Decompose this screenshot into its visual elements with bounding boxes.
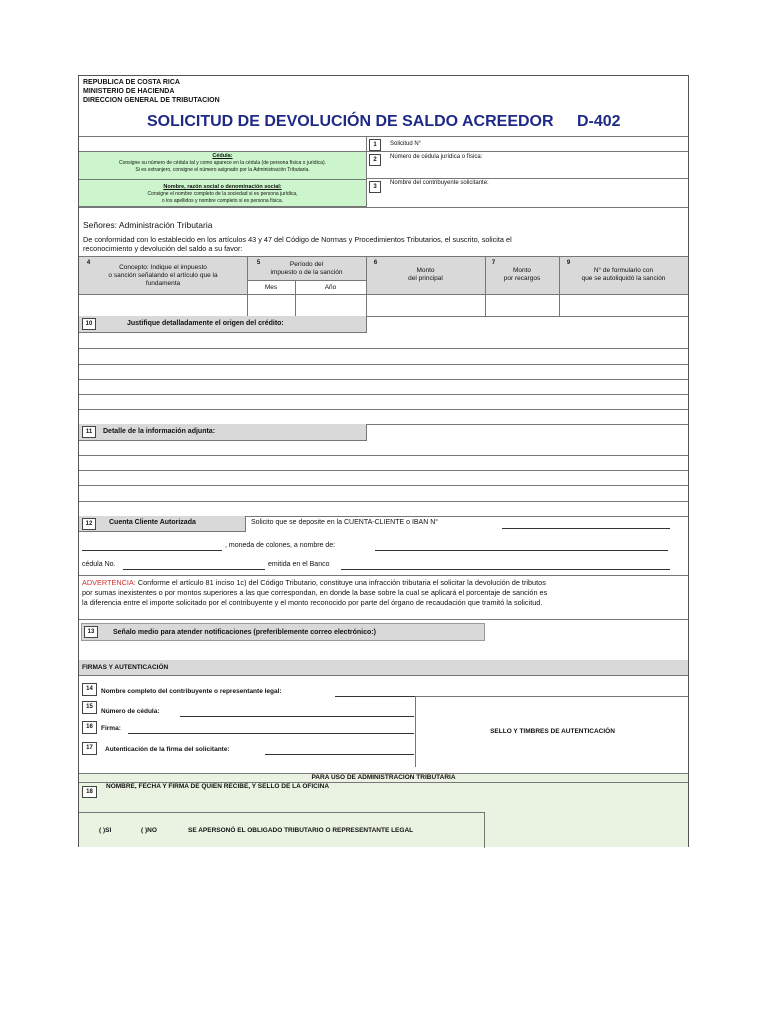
sello-box [415, 696, 688, 767]
field-number-1: 1 [369, 139, 381, 151]
field-number-12: 12 [82, 518, 96, 530]
form-d402 [78, 75, 689, 847]
field-number-16: 16 [82, 721, 97, 734]
field-number-10: 10 [82, 318, 96, 330]
header-line-1: REPUBLICA DE COSTA RICA [83, 79, 180, 86]
col-formulario-1: N° de formulario con [593, 267, 654, 274]
field-number-9: 9 [562, 258, 575, 269]
col-periodo-1: Período del [289, 261, 324, 268]
admin-title: PARA USO DE ADMINISTRACION TRIBUTARIA [311, 774, 456, 781]
col-concepto-1: Concepto: Indique el impuesto [119, 264, 207, 271]
section-10-header [79, 316, 367, 333]
warning-line-1 [82, 578, 546, 587]
col-concepto-2: o sanción señalando el artículo que la [108, 272, 218, 279]
col-concepto-3: fundamenta [145, 280, 181, 287]
section-11-header [79, 424, 367, 441]
cedula-help-title: Cédula: [212, 153, 233, 159]
field-number-13: 13 [84, 626, 98, 638]
field-number-15: 15 [82, 701, 97, 714]
warning-text-2: por sumas inexistentes o por montos superiores a las que correspondan, en donde la base sobre la cual se aplicará el porcentaje de sanción es [82, 588, 548, 597]
col-periodo-2: impuesto o de la sanción [270, 269, 343, 276]
section-13-label: Señalo medio para atender notificaciones (preferiblemente correo electrónico:) [113, 629, 376, 636]
form-title: SOLICITUD DE DEVOLUCIÓN DE SALDO ACREEDOR [147, 113, 554, 130]
autenticacion-input-line[interactable] [265, 754, 414, 755]
nombre-help-text-1: Consigne el nombre completo de la sociedad si es persona jurídica, [147, 191, 298, 197]
apersono-label: SE APERSONÓ EL OBLIGADO TRIBUTARIO O REPRESENTANTE LEGAL [188, 827, 414, 834]
intro-text-2: reconocimiento y devolución del saldo a su favor: [83, 244, 243, 253]
moneda-text: , moneda de colones, a nombre de: [225, 542, 336, 549]
field-number-3: 3 [369, 181, 381, 193]
col-monto-recargos-2: por recargos [503, 275, 541, 282]
banco-text: emitida en el Banco [268, 561, 330, 568]
warning-text-1: Conforme el artículo 81 inciso 1c) del Código Tributario, constituye una infracción tributaria el solicitar la devolución de tributos [135, 578, 546, 587]
nombre-titular-input-line[interactable] [375, 550, 668, 551]
numero-cedula-label: Número de cédula: [101, 708, 160, 715]
header-line-3: DIRECCION GENERAL DE TRIBUTACION [83, 97, 220, 104]
banco-input-line[interactable] [341, 569, 670, 570]
cedula-no-input-line[interactable] [123, 569, 265, 570]
section-12-label: Cuenta Cliente Autorizada [109, 519, 196, 526]
field-number-7: 7 [487, 258, 500, 269]
nombre-help-text-2: o los apellidos y nombre completo si es persona física. [161, 198, 284, 204]
warning-text-3: la diferencia entre el importe solicitado por el contribuyente y el monto reconocido por parte del órgano de recaudación que tramitó la solicitud. [82, 598, 543, 607]
cuenta-cliente-text: Solicito que se deposite en la CUENTA-CLIENTE o IBAN N° [251, 519, 439, 526]
form-code: D-402 [577, 113, 621, 130]
header-line-2: MINISTERIO DE HACIENDA [83, 88, 175, 95]
apersono-box [79, 812, 485, 848]
firmas-header [79, 660, 688, 676]
field-number-18: 18 [82, 786, 97, 798]
recibe-label: NOMBRE, FECHA Y FIRMA DE QUIEN RECIBE, Y SELLO DE LA OFICINA [106, 783, 330, 790]
field-number-11: 11 [82, 426, 96, 438]
firmas-title: FIRMAS Y AUTENTICACIÓN [82, 664, 169, 671]
iban-input-line[interactable] [502, 528, 670, 529]
monto-input-line[interactable] [82, 550, 222, 551]
nombre-representante-label: Nombre completo del contribuyente o representante legal: [101, 688, 282, 695]
nombre-help-box [79, 180, 366, 207]
cedula-help-text-1: Consigne su número de cédula tal y como aparece en la cédula (de persona física o jurídica). [118, 160, 327, 166]
firma-label: Firma: [101, 725, 121, 732]
field-number-2: 2 [369, 154, 381, 166]
firma-input-line[interactable] [128, 733, 414, 734]
salutation: Señores: Administración Tributaria [83, 220, 213, 230]
nombre-help-title: Nombre, razón social o denominación social: [163, 184, 282, 190]
section-12-header [79, 516, 246, 532]
cedula-help-box [79, 151, 366, 180]
section-10-label: Justifique detalladamente el origen del crédito: [127, 320, 284, 327]
cedula-field-label[interactable]: Número de cédula jurídica o física: [390, 154, 483, 160]
col-anio: Año [324, 284, 337, 291]
col-monto-principal-2: del principal [408, 275, 443, 282]
intro-text-1: De conformidad con lo establecido en los artículos 43 y 47 del Código de Normas y Procedimientos Tributarios, el suscrito, solicita el [83, 235, 512, 244]
warning-label: ADVERTENCIA: [82, 578, 136, 587]
col-monto-principal-1: Monto [416, 267, 435, 274]
field-number-4: 4 [82, 258, 95, 269]
autenticacion-label: Autenticación de la firma del solicitante: [105, 746, 230, 753]
solicitud-label: Solicitud N° [390, 141, 422, 147]
numero-cedula-input-line[interactable] [180, 716, 414, 717]
section-11-label: Detalle de la información adjunta: [103, 428, 216, 435]
section-13-header [81, 623, 485, 641]
col-mes: Mes [264, 284, 278, 291]
field-number-14: 14 [82, 683, 97, 696]
cedula-help-text-2: Si es extranjero, consigne el número asignado por la Administración Tributaria. [135, 167, 310, 173]
si-checkbox[interactable]: ( )SI [99, 827, 112, 834]
no-checkbox[interactable]: ( )NO [141, 827, 157, 834]
field-number-5: 5 [252, 258, 265, 269]
field-number-6: 6 [369, 258, 382, 269]
field-number-17: 17 [82, 742, 97, 755]
cedula-no-text: cédula No. [82, 561, 116, 568]
col-formulario-2: que se autoliquidó la sanción [581, 275, 666, 282]
contribuyente-field-label[interactable]: Nombre del contribuyente solicitante: [390, 180, 489, 186]
sello-label: SELLO Y TIMBRES DE AUTENTICACIÓN [490, 728, 615, 735]
col-monto-recargos-1: Monto [512, 267, 532, 274]
